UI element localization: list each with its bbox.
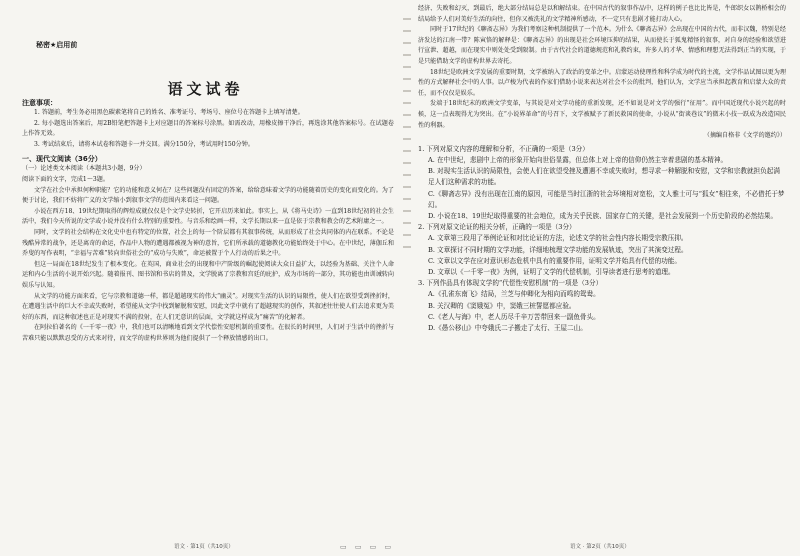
confidential-label: 秘密★启用前 <box>36 41 78 49</box>
passage-paragraph: 但这一局面在18世纪发生了根本变化。在英国，商业社会的出现和中产阶级的崛起使阅读大众日益扩大，以经验为基础、关注个人命运和内心生活的小说开始兴起。随着报刊、图书馆和书店的普及，文学脱离了宗教和宫廷的庇护，成为市场的一部分，其功能也由训诫转向娱乐与认知。 <box>22 260 394 289</box>
passage-paragraph: 同时于17世纪的《聊斋志异》为我们考察这种机制提供了一个范本。为什么《聊斋志异》会出现在中国的古代，而非汉魏，特别是经济发达的江南一带？陈寅恪的解释是：《聊斋志异》的出现是社会环境压抑的结果，从而使长于狐鬼精怪的叙事，对自身的经验和欲望进行宣泄、超越，而在现实中则处处受到限制。由于古代社会的道德规范和礼教约束，许多人的才华、情感和理想无法得到正当的实现，于是只能借助文学的虚构世界去寄托。 <box>418 26 786 65</box>
question-stem: 2. 下列对原文论证的相关分析，正确的一项是（3分） <box>418 223 576 232</box>
question-option: A. 文章第三段用了举例论证和对比论证的方法，论述文学的社会性内容长期受宗教压抑。 <box>428 234 688 243</box>
question-option: D.《愚公移山》中夸娥氏二子搬走了太行、王屋二山。 <box>428 323 587 332</box>
question-option: C.《聊斋志异》没有出现在江南的原因，可能是当时江浙的社会环境相对宽松，文人雅士可与“狐女”相往来，不必借托于梦幻。 <box>428 189 785 209</box>
question-option: C. 文章以文学在应对意识形态危机中具有的重要作用，证明文学并始具有代偿的功能。 <box>428 256 681 265</box>
passage-paragraph: 经济、失败和幻灭，到最后，绝大部分结局总是以和解结束。在中国古代的叙事作品中，这样的例子也比比皆是，牛郎织女以鹊桥相会的结局给予人们对美好生活的向往，但你又被洗礼的文学精神所感动，不一定只有悲剧才能打动人心。 <box>418 5 786 23</box>
section-heading: 一、现代文阅读（36分） <box>22 155 102 164</box>
passage-paragraph: 同时，文学的社会结构在文化史中也有特定的位置，社会上的每一个阶层都有其叙事传统，从而形成了社会共同体的内在联系。不论是残酷异常的战争，还是离奇的命运，作品中人物的遭遇都被视为神的意旨，它们所承载的道德教化功能始终处于中心。在中世纪，薄伽丘和乔叟的写作表明，“幸福与苦难”转向世俗社会的“成功与失败”，命运被置于个人行动的后果之中。 <box>22 228 394 258</box>
notes-block <box>22 98 394 344</box>
question-option: B. 文章探讨不同时期的文学功能，详细地梳理文学功能的发展轨迹，突出了其演变过程。 <box>428 245 688 254</box>
question-option: A. 在中世纪，悲剧中上帝的形象开始向世俗显露，但总体上对上帝的信仰仍然主宰着悲剧的基本精神。 <box>428 155 728 164</box>
question-option: C.《老人与海》中，老人历尽千辛万苦带回来一副鱼骨头。 <box>428 312 600 321</box>
question-option: B. 对现实生活认识的局限性，会使人们在欲望受挫及遭遇不幸或失败时，想寻求一种解脱和安慰，文学和宗教就担负起满足人们这种需求的功能。 <box>428 167 780 187</box>
note-item: 2. 每小题选出答案后，用2B铅笔把答题卡上对应题目的答案标号涂黑。如需改动，用橡皮擦干净后，再选涂其他答案标号。在试题卷上作答无效。 <box>22 119 394 138</box>
subsection-heading: （一）论述类文本阅读（本题共3小题，9分） <box>22 165 146 173</box>
question-stem: 3. 下列作品具有体现文学的“代偿性安慰机制”的一项是（3分） <box>418 279 603 288</box>
note-item: 3. 考试结束后，请将本试卷和答题卡一并交回。满分150分，考试用时150分钟。 <box>34 140 254 148</box>
passage-source: （摘编自格非《文学的邀约》） <box>703 132 786 140</box>
passage-paragraph: 小说在西方18、19世纪期取得的辉煌成就仅仅是个文学史转折，它开启历来如此。事实上，从《将马史诗》一直到18世纪初的社会生活中，我们今天所说的文学或小说并没有什么特别的重要性。与音乐和绘画一样，文学长期以来一直是依于宗教和教会的艺术附庸之一。 <box>22 207 394 226</box>
question-option: B. 关汉卿的《窦娥冤》中，窦娥三桩誓愿都应验。 <box>428 301 576 310</box>
passage-continued <box>418 4 786 334</box>
passage-paragraph: 发端于18世纪末的欧洲文学变革，与其说是对文学功能的重新发现，还不如说是对文学的强行“征用”。而中国近现代小说兴起的时候，这一点表现得尤为突出。在“小说界革命”的号召下，文学被赋予了新民救国的使命，小说从“街谈巷议”的微末小技一跃成为改造国民性的利器。 <box>418 100 786 129</box>
passage-paragraph: 在阿拉伯著名的《一千零一夜》中，我们也可以清晰地看到文学代偿性安慰机制的重要性。在很长的时间里，人们对于生活中的挫折与苦难只能以默默忍受的方式来对待，而文学的虚构世界则为他们提供了一个释放情感的出口。 <box>22 324 394 342</box>
passage-paragraph: 18世纪是欧洲文学发展的重要时期，文学被纳入了政治的变革之中。启蒙运动使理性和科学成为时代的主流，文学作品试图以更为理性的方式解释社会中的人事。以卢梭为代表的作家们借助小说来表达对社会不公的批判，他们认为，文学应当承担起教育和启蒙大众的责任，而不仅仅是娱乐。 <box>418 68 786 97</box>
passage-paragraph: 文学在社会中承担何种职能？它的功能和意义何在？这些问题没有固定的答案，给给意味着文学的功能随着历史的变化而变化的。为了便于讨论，我们不妨将广义的文学缩小到叙事文学的范围内来看这一问题。 <box>22 186 394 205</box>
question-option: D. 小说在18、19世纪取得重要的社会地位，成为关乎民族、国家存亡的关键，是社会发展到一个历史阶段的必然结果。 <box>428 211 778 220</box>
question-option: D. 文章以《一千零一夜》为例，证明了文学的代偿机制，引导读者进行思考的道理。 <box>428 267 675 276</box>
note-item: 1. 答题前，考生务必用黑色碳素笔将自己的姓名、准考证号、考场号、座位号在答题卡上填写清楚。 <box>34 109 304 116</box>
page-title: 语文试卷 <box>167 80 244 98</box>
question-stem: 1. 下列对原文内容的理解和分析，不正确的一项是（3分） <box>418 144 589 153</box>
page-footer-right: 语文 · 第2页（共10页） <box>570 544 630 550</box>
reading-instruction: 阅读下面的文字，完成1～3题。 <box>22 175 109 183</box>
page-gutter <box>400 8 414 548</box>
notes-heading: 注意事项： <box>22 99 57 107</box>
fold-marks: ▭ ▭ ▭ ▭ <box>340 543 395 551</box>
question-option: A.《孔雀东南飞》结局，兰芝与仲卿化为相向而鸣的鸳鸯。 <box>428 290 600 299</box>
page-footer-left: 语文 · 第1页（共10页） <box>174 544 234 550</box>
left-page <box>14 0 397 556</box>
passage-paragraph: 从文学的功能方面来看，它与宗教和道德一样，都是超越现实的伟大“幽灵”。对现实生活的认识的局限性，使人们在欲望受到挫折时，在遭遇生活中的巨大不幸或失败时，希望能从文学中找到解脱和安慰，因此文学中就有了超越现实的创作，其叙述往往使人们去追求更为美好的东西，而这种叙述也正是对现实不满的投射，在人们无意识的层面，文学就这样成为“痛苦”的化解者。 <box>22 292 394 321</box>
right-page <box>418 0 790 556</box>
